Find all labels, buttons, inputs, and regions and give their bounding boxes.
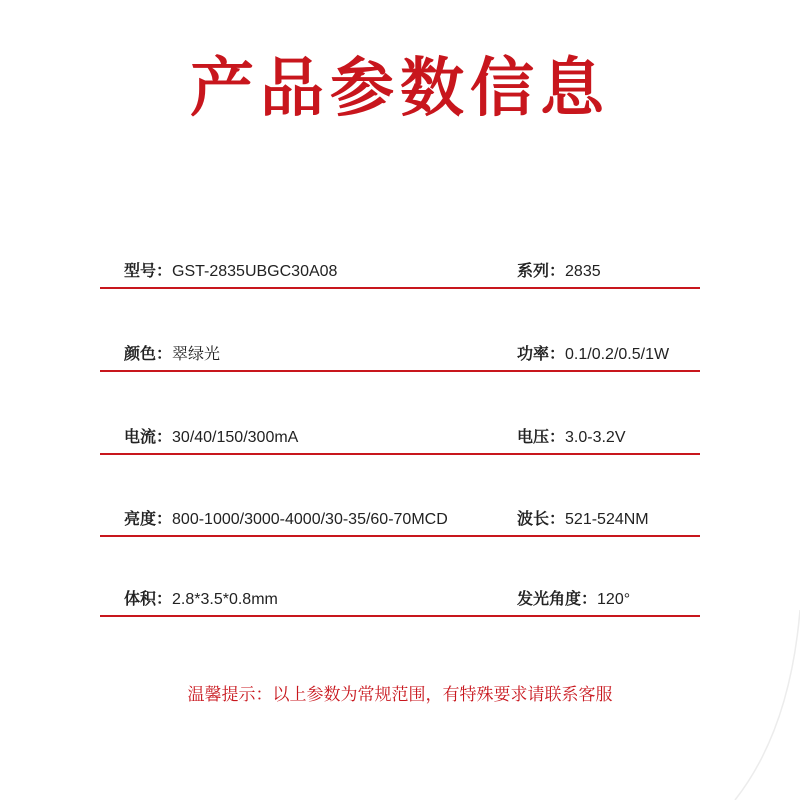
- spec-model-value: GST-2835UBGC30A08: [172, 263, 338, 280]
- spec-row: [0, 427, 800, 457]
- spec-brightness: [124, 509, 448, 531]
- row-divider: [100, 535, 700, 537]
- spec-size-label: 体积：: [124, 591, 173, 608]
- spec-model: [124, 261, 337, 283]
- row-divider: [100, 615, 700, 617]
- spec-voltage: [517, 427, 626, 449]
- spec-power-value: 0.1/0.2/0.5/1W: [565, 346, 670, 363]
- spec-row: [0, 589, 800, 619]
- spec-beam-angle-label: 发光角度：: [517, 591, 598, 608]
- spec-row: [0, 261, 800, 291]
- spec-series-label: 系列：: [517, 263, 566, 280]
- spec-series: [517, 261, 601, 283]
- notice-text: 温馨提示：以上参数为常规范围，有特殊要求请联系客服: [187, 685, 613, 704]
- spec-brightness-label: 亮度：: [124, 511, 173, 528]
- spec-current-value: 30/40/150/300mA: [172, 429, 299, 446]
- spec-series-value: 2835: [565, 263, 601, 280]
- row-divider: [100, 370, 700, 372]
- spec-beam-angle: [517, 589, 630, 611]
- page-title: 产品参数信息: [190, 52, 610, 124]
- spec-row: [0, 509, 800, 539]
- spec-current-label: 电流：: [124, 429, 173, 446]
- row-divider: [100, 287, 700, 289]
- spec-color-value: 翠绿光: [172, 346, 221, 363]
- spec-voltage-label: 电压：: [517, 429, 566, 446]
- spec-current: [124, 427, 298, 449]
- spec-power-label: 功率：: [517, 346, 566, 363]
- spec-wavelength-value: 521-524NM: [565, 511, 649, 528]
- spec-row: [0, 344, 800, 374]
- spec-color: [124, 344, 220, 366]
- spec-brightness-value: 800-1000/3000-4000/30-35/60-70MCD: [172, 511, 448, 528]
- spec-wavelength: [517, 509, 649, 531]
- spec-wavelength-label: 波长：: [517, 511, 566, 528]
- spec-power: [517, 344, 669, 366]
- spec-model-label: 型号：: [124, 263, 173, 280]
- spec-voltage-value: 3.0-3.2V: [565, 429, 626, 446]
- row-divider: [100, 453, 700, 455]
- spec-size-value: 2.8*3.5*0.8mm: [172, 591, 278, 608]
- spec-beam-angle-value: 120°: [597, 591, 631, 608]
- spec-color-label: 颜色：: [124, 346, 173, 363]
- spec-size: [124, 589, 278, 611]
